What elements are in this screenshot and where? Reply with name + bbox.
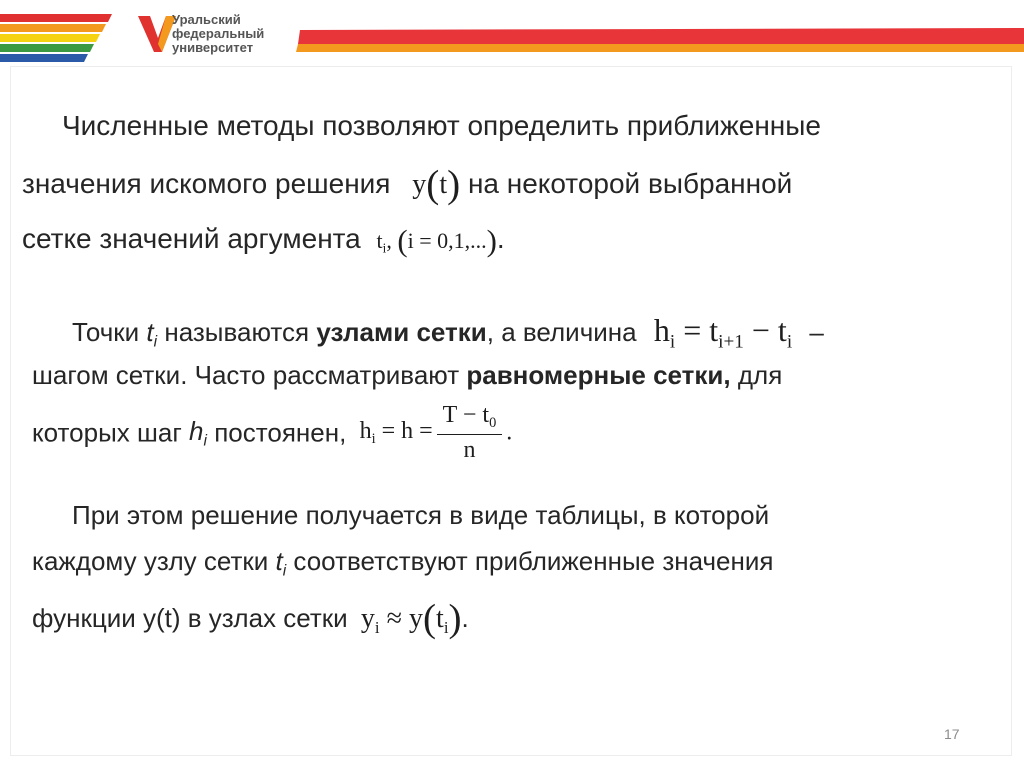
p2-line3-before: которых шаг — [32, 417, 182, 448]
p2-bold-uniform: равномерные сетки, — [466, 360, 731, 390]
f3-approx: ≈ — [386, 603, 402, 635]
p2-var-t: t — [146, 317, 154, 347]
p2-bold-nodes: узлами сетки — [316, 317, 487, 347]
formula-h-uniform — [359, 418, 433, 448]
f2-lhs: h — [359, 418, 372, 444]
formula-range: i = 0,1,... — [407, 228, 487, 253]
p2-line1-after: , а величина — [486, 317, 637, 347]
f3-arg-index: i — [443, 617, 449, 637]
f2-mid: = h = — [381, 418, 433, 444]
p1-line3-end: . — [496, 223, 505, 254]
p3-line1 — [72, 500, 769, 531]
p2-line1 — [72, 312, 824, 354]
formula-h-def: $h_i = t_{i+1} - t_i$ — [653, 312, 793, 353]
p3-line2 — [32, 546, 773, 580]
f1-minus: − — [751, 312, 770, 348]
p2-line3-var — [189, 415, 207, 450]
f1-t1-index: i+1 — [718, 331, 744, 353]
f1-eq: = — [683, 312, 702, 348]
p3-line3-before: функции y(t) в узлах сетки — [32, 603, 348, 634]
logo-line-3: университет — [172, 40, 254, 55]
p2-line2-before: шагом сетки. Часто рассматривают — [32, 360, 460, 390]
p2-var-index: i — [153, 333, 158, 351]
page-number: 17 — [944, 726, 960, 742]
p1-line3 — [22, 223, 505, 259]
p2-line1-mid: называются — [164, 317, 310, 347]
p2-line3 — [32, 402, 512, 464]
stripe-yellow-left — [0, 34, 100, 42]
p3-line3 — [32, 596, 469, 641]
p1-line3-text: сетке значений аргумента — [22, 223, 361, 254]
f1-t2-index: i — [786, 331, 793, 353]
f2-end: . — [506, 419, 513, 446]
f3-lhs: y — [360, 603, 375, 635]
p3-line2-before: каждому узлу сетки — [32, 546, 269, 576]
header-stripes — [0, 0, 1024, 70]
f3-lhs-index: i — [374, 617, 380, 637]
formula-y-func: y — [412, 169, 427, 201]
p2-line2 — [32, 360, 782, 391]
p2-line3-after: постоянен, — [214, 417, 347, 448]
formula-y-t: y(t) — [412, 163, 461, 206]
formula-y-arg: t — [439, 169, 448, 201]
stripe-red-right — [298, 28, 1024, 44]
p1-line2 — [22, 162, 792, 207]
p1-line1-text: Численные методы позволяют определить приближенные — [62, 110, 821, 141]
f1-t2: t — [777, 312, 787, 348]
p3-line1-text: При этом решение получается в виде таблицы, в которой — [72, 500, 770, 530]
p3-var-index: i — [282, 562, 287, 580]
p3-line2-after: соответствуют приближенные значения — [293, 546, 774, 576]
logo-line-2: федеральный — [172, 26, 265, 41]
f3-arg: t — [436, 603, 444, 635]
p3-var-t: t — [275, 546, 283, 576]
logo-line-1: Уральский — [172, 12, 241, 27]
p2-line2-after: для — [737, 360, 783, 390]
formula-yi-approx: $y_i \approx y(t_i)$ — [360, 597, 462, 640]
formula-ti-var: t — [376, 228, 383, 253]
f3-end: . — [461, 603, 469, 634]
p1-line1 — [62, 110, 821, 142]
f3-func: y — [408, 603, 423, 635]
f2-lhs-index: i — [371, 431, 376, 448]
f2-num-index: 0 — [489, 415, 497, 432]
p3-line2-var — [275, 546, 287, 580]
p2-var-h-index: i — [203, 432, 207, 450]
stripe-blue-left — [0, 54, 88, 62]
formula-fraction — [437, 402, 503, 464]
f1-lhs: h — [653, 312, 670, 348]
fraction-denominator: n — [463, 437, 476, 464]
f1-t1: t — [709, 312, 719, 348]
p1-line2-after: на некоторой выбранной — [467, 168, 793, 200]
formula-ti-range: $t_i$, (i = 0,1,...) — [376, 224, 497, 259]
university-logo-text — [172, 13, 264, 55]
p2-dash: – — [809, 317, 824, 347]
stripe-green-left — [0, 44, 94, 52]
stripe-orange-right — [296, 44, 1024, 52]
stripe-red-left — [0, 14, 112, 22]
p2-var-h: h — [189, 415, 204, 446]
f2-num: T − t — [442, 402, 490, 428]
p2-line1-before: Точки — [72, 317, 140, 347]
formula-ti-index: i — [382, 240, 387, 256]
stripe-orange-left — [0, 24, 106, 32]
fraction-numerator — [437, 402, 503, 435]
p1-line2-text: значения искомого решения — [22, 168, 391, 200]
p2-line1-var — [146, 317, 158, 351]
